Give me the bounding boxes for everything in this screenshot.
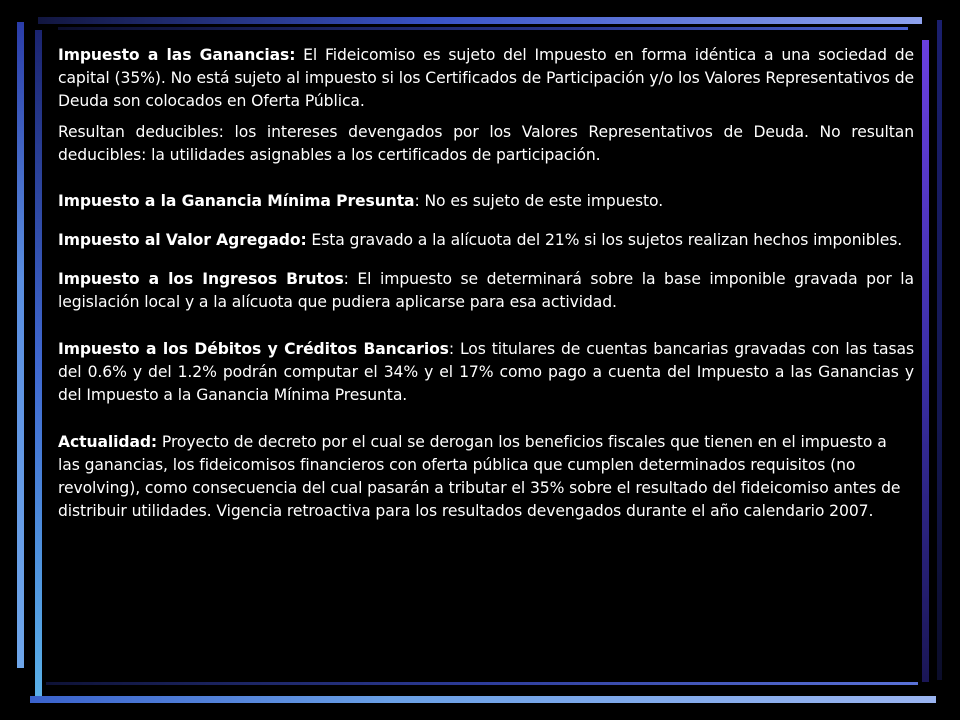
section-body: Esta gravado a la alícuota del 21% si los sujetos realizan hechos imponibles. xyxy=(306,231,903,249)
section-body: Proyecto de decreto por el cual se derogan los beneficios fiscales que tienen en el impuesto a las ganancias, los fideicomisos financieros con oferta pública que cumplen determinados requisitos (no revolving), como consecuencia del cual pasarán a tributar el 35% sobre el resultado del fideicomiso antes de distribuir utilidades. Vigencia retroactiva para los resultados devengados durante el año calendario 2007. xyxy=(58,433,901,520)
section-heading: Impuesto a los Débitos y Créditos Bancarios xyxy=(58,340,449,358)
section-iva xyxy=(58,229,914,252)
section-body: : Los titulares de cuentas bancarias gravadas con las tasas del 0.6% y del 1.2% podrán computar el 34% y el 17% como pago a cuenta del Impuesto a las Ganancias y del Impuesto a la Ganancia Mínima Presunta. xyxy=(58,340,914,404)
frame-bottom-bar xyxy=(30,696,936,703)
section-debitos-creditos xyxy=(58,338,914,407)
section-ingresos-brutos xyxy=(58,268,914,314)
frame-right-outer-bar xyxy=(937,20,942,680)
frame-right-inner-bar xyxy=(922,40,929,682)
section-ganancia-minima xyxy=(58,190,914,213)
section-body: El Fideicomiso es sujeto del Impuesto en forma idéntica a una sociedad de capital (35%). No está sujeto al impuesto si los Certificados de Participación y/o los Valores Representativos de Deuda son colocados en Oferta Pública. xyxy=(58,46,914,110)
slide-content xyxy=(58,44,914,523)
section-heading: Impuesto a la Ganancia Mínima Presunta xyxy=(58,192,415,210)
frame-left-outer-bar xyxy=(17,22,24,668)
section-body: : No es sujeto de este impuesto. xyxy=(414,192,664,210)
frame-bottom-bar-thin xyxy=(46,682,918,685)
section-heading: Impuesto a las Ganancias: xyxy=(58,46,296,64)
frame-top-bar-thin xyxy=(58,27,908,30)
section-actualidad xyxy=(58,431,910,523)
frame-left-inner-bar xyxy=(35,30,42,696)
section-ganancias xyxy=(58,44,914,113)
section-heading: Impuesto a los Ingresos Brutos xyxy=(58,270,344,288)
section-heading: Impuesto al Valor Agregado: xyxy=(58,231,307,249)
section-deducibles xyxy=(58,121,914,167)
frame-top-bar xyxy=(38,17,922,24)
section-heading: Actualidad: xyxy=(58,433,158,451)
section-body: Resultan deducibles: los intereses devengados por los Valores Representativos de Deuda. No resultan deducibles: la utilidades asignables a los certificados de participación. xyxy=(58,123,914,164)
section-body: : El impuesto se determinará sobre la base imponible gravada por la legislación local y a la alícuota que pudiera aplicarse para esa actividad. xyxy=(58,270,914,311)
